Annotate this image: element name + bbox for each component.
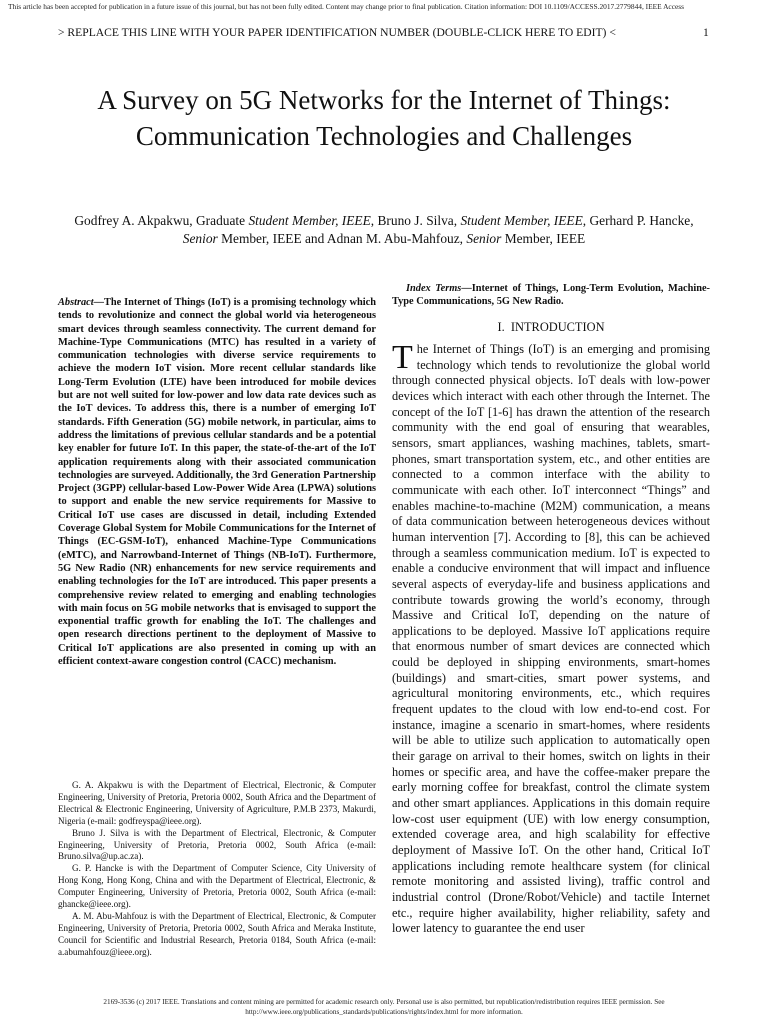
paper-title: A Survey on 5G Networks for the Internet of Things: Communication Technologies and Challenges (97, 85, 671, 151)
author-3-grade: Senior (182, 231, 218, 246)
author-3-4: Member, IEEE and Adnan M. Abu-Mahfouz, (217, 231, 467, 246)
abstract-label: Abstract (58, 297, 94, 308)
copyright-line: 2169-3536 (c) 2017 IEEE. Translations and content mining are permitted for academic research only. Personal use is also permitted, but republication/redistribution requires IEEE permission. See (103, 998, 665, 1006)
introduction-text: he Internet of Things (IoT) is an emerging and promising technology which tends to revolutionize the global world through connected physical objects. IoT deals with low-power devices which interact with each other through the Internet. The concept of the IoT [1-6] has drawn the attention of the research community with the end goal of ensuring that wearables, sensors, smart appliances, washing machines, tablets, smart-phones, smart transportation system, etc., and other entities are connected to a common interface with the ability to communicate with each other. IoT interconnect “Things” and enables machine-to-machine (M2M) communication, a means of data communication between heterogeneous devices without human intervention [7]. According to [8], this can be achieved through a seamless communication medium. IoT is expected to enable a conducive environment that will impact and influence several aspects of everyday-life and business applications and contribute towards growing the world’s economy, through Massive and Critical IoT, depending on the nature of applications to be deployed. Massive IoT applications require that enormous number of smart devices are connected which could be deployed in shipping environments, smart-homes (buildings) and smart-cities, smart power systems, and agricultural monitoring environments, etc., which requires frequent updates to the cloud with low end-to-end cost. For instance, imagine a scenario in smart-homes, where residents will be able to utilize such application to automatically open their garage on arrival to their homes, switch on lights in their homes or specific area, and have the coffee-maker prepare the early morning coffee for breakfast, control the climate system and other smart appliances. Applications in this domain require low-cost user equipment (UE) with low energy consumption, extended coverage area, and high scalability for effective deployment of Massive IoT. On the other hand, Critical IoT applications including remote healthcare system (for clinical remote monitoring and assisted living), traffic control and industrial control (Drone/Robot/Vehicle) and tactile Internet etc., require higher availability, higher reliability, safety and lower latency to guarantee the end user (392, 342, 710, 936)
index-terms-label: Index Terms (406, 283, 462, 294)
page-number: 1 (703, 26, 709, 39)
author-4-membership: Member, IEEE (501, 231, 586, 246)
introduction-body (392, 339, 710, 937)
drop-cap: T (392, 339, 413, 376)
section-heading (392, 320, 710, 335)
author-2: , Bruno J. Silva, (370, 213, 461, 228)
index-terms (392, 282, 710, 309)
affiliation-silva: Bruno J. Silva is with the Department of Electrical, Electronic, & Computer Engineering, University of Pretoria, Pretoria 0002, South Africa (e-mail: Bruno.silva@up.ac.za). (58, 827, 376, 862)
author-2-membership: Student Member, IEEE (460, 213, 583, 228)
abstract (58, 296, 376, 668)
author-1-membership: Student Member, IEEE (248, 213, 371, 228)
author-list (60, 212, 708, 248)
paper-id-placeholder[interactable]: > REPLACE THIS LINE WITH YOUR PAPER IDENTIFICATION NUMBER (DOUBLE-CLICK HERE TO EDIT) < (58, 26, 616, 39)
section-number: I. (497, 320, 505, 334)
index-terms-text: —Internet of Things, Long-Term Evolution, Machine-Type Communications, 5G New Radio. (392, 283, 710, 308)
affiliation-akpakwu: G. A. Akpakwu is with the Department of Electrical, Electronic, & Computer Engineering, University of Pretoria, Pretoria 0002, South Africa and the Department of Electrical & Electronic Engineering, University of Agriculture, P.M.B 2373, Makurdi, Nigeria (e-mail: godfreyspa@ieee.org). (58, 780, 376, 826)
affiliation-abu-mahfouz: A. M. Abu-Mahfouz is with the Department of Electrical, Electronic, & Computer Engineering, University of Pretoria, Pretoria 0002, South Africa and Meraka Institute, Council for Scientific and Industrial Research, Pretoria 0184, South Africa (e-mail: a.abumahfouz@ieee.org). (58, 910, 376, 957)
section-title: INTRODUCTION (510, 320, 605, 334)
abstract-text: —The Internet of Things (IoT) is a promising technology which tends to revolutionize and connect the global world via heterogeneous smart devices through seamless connectivity. The current demand for Machine-Type Communications (MTC) has resulted in a variety of communication technologies with diverse service requirements to achieve the modern IoT vision. More recent cellular standards like Long-Term Evolution (LTE) have been introduced for mobile devices but are not well suited for low-power and low data rate devices such as the IoT devices. To address this, there is a number of emerging IoT standards. Fifth Generation (5G) mobile network, in particular, aims to address the limitations of previous cellular standards and be a potential key enabler for future IoT. In this paper, the state-of-the-art of the IoT application requirements along with their associated communication technologies are surveyed. Additionally, the 3rd Generation Partnership Project (3GPP) cellular-based Low-Power Wide Area (LPWA) solutions to support and enable the new service requirements for Massive to Critical IoT use cases are discussed in detail, including Extended Coverage Global System for Mobile Communications for the Internet of Things (EC-GSM-IoT), enhanced Machine-Type Communications (eMTC), and Narrowband-Internet of Things (NB-IoT). Furthermore, 5G New Radio (NR) enhancements for new service requirements and enabling technologies for the IoT are introduced. This paper presents a comprehensive review related to emerging and enabling technologies with main focus on 5G mobile networks that is envisaged to support the exponential traffic growth for enabling the IoT. The challenges and open research directions pertinent to the deployment of Massive to Critical IoT applications are also presented in coming up with an efficient context-aware congestion control (CACC) mechanism. (58, 297, 376, 668)
publication-notice: This article has been accepted for publication in a future issue of this journal, but has not been fully edited. Content may change prior to final publication. Citation information: DOI 10.1109/ACCESS.2017.2779844, IEEE Access (8, 2, 685, 11)
author-4-grade: Senior (466, 231, 502, 246)
copyright-footer (40, 997, 728, 1017)
author-affiliations (58, 780, 376, 959)
affiliation-hancke: G. P. Hancke is with the Department of Computer Science, City University of Hong Kong, Hong Kong, China and with the Department of Electrical, Electronic, & Computer Engineering, University of Pretoria, Pretoria 0002, South Africa (e-mail: ghancke@ieee.org). (58, 863, 376, 910)
rights-link[interactable]: http://www.ieee.org/publications_standards/publications/rights/index.html for more information. (245, 1008, 523, 1016)
author-1: Godfrey A. Akpakwu, Graduate (74, 213, 249, 228)
author-3: , Gerhard P. Hancke, (582, 213, 694, 228)
